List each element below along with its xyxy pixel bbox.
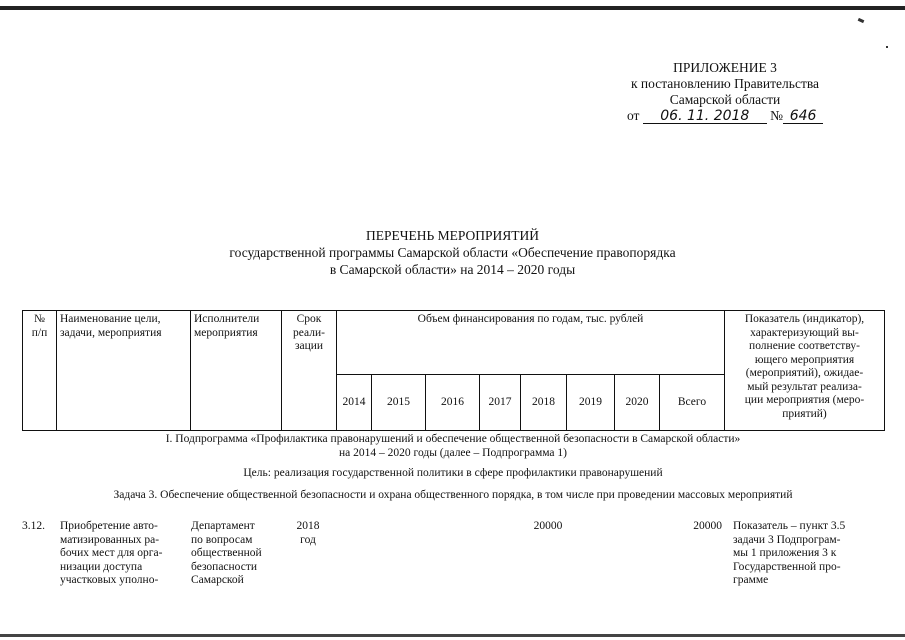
- handwritten-date: 06. 11. 2018: [643, 109, 767, 124]
- appendix-line-2: Самарской области: [669, 92, 781, 107]
- subprogram-title: [22, 432, 884, 460]
- header-indicator: [725, 311, 885, 431]
- item-indicator-l4: Государственной про-: [733, 560, 841, 573]
- date-prefix: от: [626, 108, 640, 123]
- item-executor-l4: безопасности: [191, 560, 258, 573]
- header-name-l1: Наименование цели,: [60, 313, 161, 325]
- item-executor-l5: Самарской: [191, 574, 244, 586]
- item-executor-l3: общественной: [191, 547, 262, 559]
- item-indicator-l5: грамме: [733, 574, 769, 586]
- header-year-2017: 2017: [480, 375, 521, 431]
- header-indicator-l6: мый результат реализа-: [747, 380, 862, 393]
- heading-line-3: в Самарской области» на 2014 – 2020 годы: [329, 262, 576, 277]
- header-total: Всего: [660, 375, 725, 431]
- header-indicator-l1: Показатель (индикатор),: [744, 313, 865, 325]
- document-heading: [100, 227, 805, 278]
- handwritten-number: 646: [783, 109, 823, 124]
- header-year-2019: 2019: [567, 375, 615, 431]
- item-indicator-l2: задачи 3 Подпрограм-: [733, 533, 841, 546]
- appendix-title: ПРИЛОЖЕНИЕ 3: [673, 60, 777, 75]
- header-year-2014: 2014: [337, 375, 372, 431]
- header-executors: [191, 311, 282, 431]
- header-funding: Объем финансирования по годам, тыс. рублей: [337, 311, 725, 375]
- item-name-l4: низации доступа: [60, 560, 143, 573]
- header-executors-l2: мероприятия: [194, 326, 258, 339]
- item-amount-total: 20000: [693, 520, 722, 532]
- header-term-l1: Срок: [296, 313, 322, 325]
- header-num-l1: №: [34, 313, 45, 325]
- subprogram-task: Задача 3. Обеспечение общественной безопасности и охрана общественного порядка, в том числе при проведении массовых мероприятий: [113, 489, 793, 501]
- subprogram-line-2: на 2014 – 2020 годы (далее – Подпрограмма 1): [339, 447, 567, 459]
- item-indicator: [733, 520, 883, 588]
- header-name: [57, 311, 191, 431]
- item-name-l3: бочих мест для орга-: [60, 547, 163, 559]
- heading-line-2: государственной программы Самарской области «Обеспечение правопорядка: [229, 245, 676, 260]
- header-term-l3: зации: [294, 340, 324, 352]
- item-term-l2: год: [300, 533, 316, 546]
- appendix-line-1: к постановлению Правительства: [630, 76, 820, 91]
- header-year-2016: 2016: [426, 375, 480, 431]
- subprogram-goal: Цель: реализация государственной политики в сфере профилактики правонарушений: [243, 467, 663, 479]
- item-executor: [191, 520, 279, 588]
- item-name-l2: матизированных ра-: [60, 533, 160, 546]
- scan-bottom-border: [0, 634, 905, 637]
- heading-title: ПЕРЕЧЕНЬ МЕРОПРИЯТИЙ: [365, 228, 540, 243]
- scan-top-border: [0, 6, 905, 10]
- header-executors-l1: Исполнители: [194, 313, 260, 325]
- header-indicator-l8: приятий): [782, 407, 827, 420]
- header-num: [23, 311, 57, 431]
- item-name-l5: участковых уполно-: [60, 574, 159, 586]
- header-indicator-l4: ющего мероприятия: [754, 353, 855, 366]
- item-executor-l2: по вопросам: [191, 533, 253, 546]
- header-year-2018: 2018: [521, 375, 567, 431]
- header-num-l2: п/п: [31, 326, 48, 339]
- header-year-2015: 2015: [372, 375, 426, 431]
- item-indicator-l1: Показатель – пункт 3.5: [733, 520, 846, 532]
- item-term-l1: 2018: [296, 520, 320, 532]
- header-term: [282, 311, 337, 431]
- item-number: 3.12.: [22, 520, 45, 532]
- subprogram-line-1: I. Подпрограмма «Профилактика правонарушений и обеспечение общественной безопасности в Самарской области»: [165, 433, 741, 445]
- scan-speck: [886, 46, 888, 48]
- item-term: [282, 520, 334, 547]
- header-year-2020: 2020: [615, 375, 660, 431]
- header-term-l2: реали-: [293, 326, 325, 339]
- appendix-date-line: [600, 108, 850, 124]
- item-executor-l1: Департамент: [191, 520, 255, 532]
- header-indicator-l7: ции мероприятия (меро-: [744, 394, 865, 406]
- scan-speck: [858, 18, 865, 23]
- header-indicator-l5: (мероприятий), ожидае-: [745, 367, 864, 379]
- item-indicator-l3: мы 1 приложения 3 к: [733, 547, 837, 559]
- header-indicator-l2: характеризующий вы-: [750, 326, 859, 339]
- item-name-l1: Приобретение авто-: [60, 520, 158, 532]
- activities-table-header: [22, 310, 885, 431]
- item-amount-2018: 20000: [533, 520, 563, 532]
- item-name: [60, 520, 185, 588]
- header-name-l2: задачи, мероприятия: [60, 326, 162, 339]
- number-prefix: №: [770, 108, 784, 123]
- header-indicator-l3: полнение соответству-: [749, 340, 860, 352]
- appendix-block: [600, 60, 850, 124]
